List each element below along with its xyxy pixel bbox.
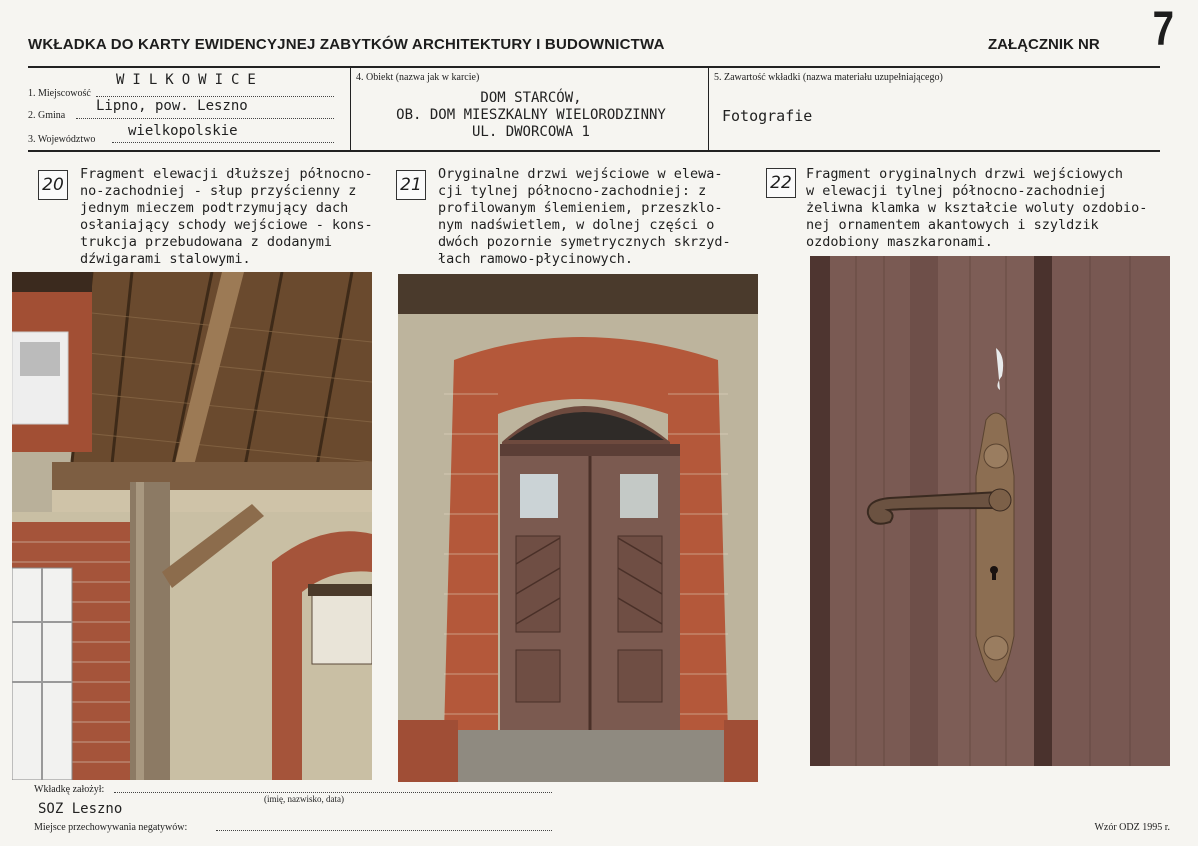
obiekt-value (352, 90, 710, 141)
obiekt-label: 4. Obiekt (nazwa jak w karcie) (356, 72, 480, 83)
photo-caption: Fragment elewacji dłuższej północno- no-zachodniej - słup przyścienny z jednym mieczem podtrzymujący dach osłaniający schody wejściowe - kons- trukcja przebudowana z dodanymi dźwigarami stalowymi. (80, 166, 373, 267)
form-template-label: Wzór ODZ 1995 r. (1094, 822, 1170, 833)
photo-number-box: 21 (396, 170, 426, 200)
obiekt-line: DOM STARCÓW, (480, 90, 582, 106)
field-divider (350, 68, 351, 150)
dotted-line (96, 96, 334, 97)
dotted-line (76, 118, 334, 119)
photo-caption: Oryginalne drzwi wejściowe w elewa- cji tylnej północno-zachodniej: z profilowanym ślemieniem, przeszklo- nym nadświetlem, w dolnej części o dwóch pozornie symetrycznych skrzyd- łach ramowo-płycinowych. (438, 166, 731, 267)
obiekt-line: UL. DWORCOWA 1 (471, 124, 590, 140)
dotted-line (216, 830, 552, 831)
gmina-value: Lipno, pow. Leszno (96, 98, 248, 114)
photo-caption: Fragment oryginalnych drzwi wejściowych w elewacji tylnej północno-zachodniej żeliwna klamka w kształcie woluty ozdobio- nej ornamentem akantowych i szyldzik ozdobiony maszkaronami. (806, 166, 1148, 250)
header-bottom-rule (28, 150, 1160, 152)
document-title: WKŁADKA DO KARTY EWIDENCYJNEJ ZABYTKÓW ARCHITEKTURY I BUDOWNICTWA (28, 36, 665, 53)
wojewodztwo-label: 3. Województwo (28, 134, 96, 145)
header-top-rule (28, 66, 1160, 68)
zawartosc-label: 5. Zawartość wkładki (nazwa materiału uzupełniającego) (714, 72, 943, 83)
photo-number-box: 22 (766, 168, 796, 198)
attachment-number: 7 (1152, 3, 1175, 56)
zalozyl-value: SOZ Leszno (38, 801, 123, 817)
zawartosc-value: Fotografie (722, 107, 813, 125)
wojewodztwo-value: wielkopolskie (128, 123, 238, 139)
attachment-label: ZAŁĄCZNIK NR (988, 36, 1100, 53)
negatywy-label: Miejsce przechowywania negatywów: (34, 822, 188, 833)
miejscowosc-label: 1. Miejscowość (28, 88, 91, 99)
obiekt-line: OB. DOM MIESZKALNY WIELORODZINNY (396, 107, 666, 123)
miejscowosc-value: WILKOWICE (116, 72, 264, 88)
dotted-line (112, 142, 334, 143)
photo-entrance-door (398, 274, 758, 782)
gmina-label: 2. Gmina (28, 110, 66, 121)
zalozyl-label: Wkładkę założył: (34, 784, 105, 795)
photo-number-box: 20 (38, 170, 68, 200)
photo-door-handle (810, 256, 1170, 766)
dotted-line (114, 792, 552, 793)
photo-roof-post (12, 272, 372, 780)
zalozyl-sub: (imię, nazwisko, data) (264, 794, 344, 804)
